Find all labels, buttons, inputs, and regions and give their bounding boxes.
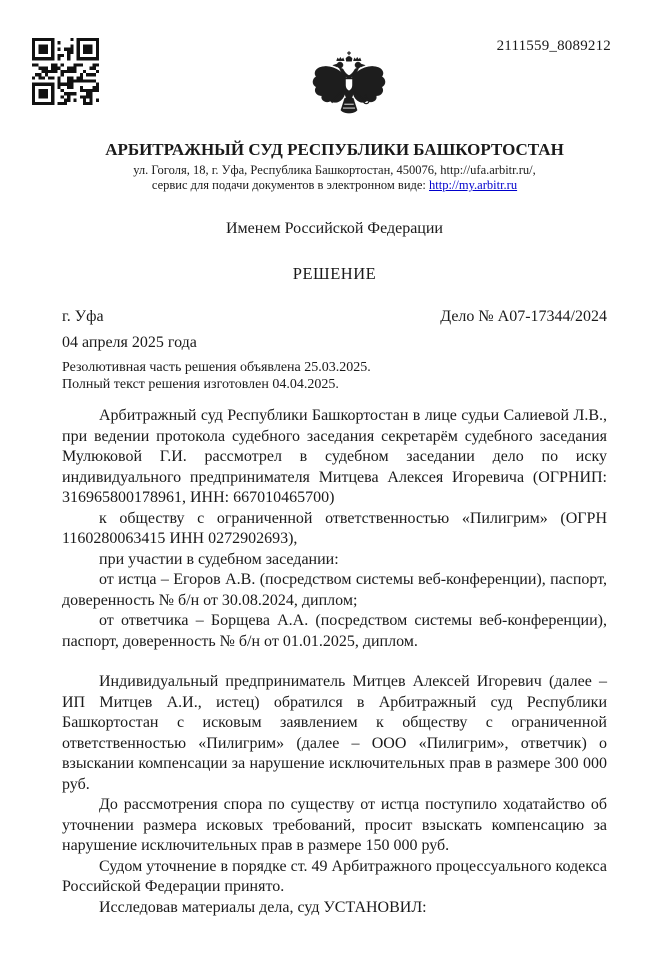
paragraph: от истца – Егоров А.В. (посредством системы веб-конференции), паспорт, доверенность № б/н от 30.08.2024, диплом;: [62, 571, 607, 609]
paragraph: от ответчика – Борщева А.А. (посредством системы веб-конференции), паспорт, доверенность № б/н от 01.01.2025, диплом.: [62, 612, 607, 650]
my-arbitr-link[interactable]: http://my.arbitr.ru: [429, 178, 518, 192]
resolution-dates-block: [62, 360, 607, 393]
in-the-name-line: Именем Российской Федерации: [226, 220, 443, 237]
address-line: ул. Гоголя, 18, г. Уфа, Республика Башкортостан, 450076, http://ufa.arbitr.ru/,: [133, 163, 536, 177]
decision-date: 04 апреля 2025 года: [62, 334, 197, 351]
shield-shape: [345, 79, 352, 91]
decision-body: [62, 406, 607, 918]
court-address: [62, 163, 607, 193]
case-row: [62, 308, 607, 326]
court-name-heading: АРБИТРАЖНЫЙ СУД РЕСПУБЛИКИ БАШКОРТОСТАН: [105, 140, 564, 159]
paragraph: Арбитражный суд Республики Башкортостан в лице судьи Салиевой Л.В., при ведении протокола судебного заседания секретарём судебного заседания Мулюковой Г.И. рассмотрел в судебном заседании дело по иску индивидуального предпринимателя Митцева Алексея Игоревича (ОГРНИП: 316965800178961, ИНН: 667010465700): [62, 407, 607, 506]
full-text-made-line: Полный текст решения изготовлен 04.04.2025.: [62, 376, 339, 392]
paragraph: До рассмотрения спора по существу от истца поступило ходатайство об уточнении размера исковых требований, просит взыскать компенсацию за нарушение исключительных прав в размере 150 000 руб.: [62, 796, 607, 854]
document-number: 2111559_8089212: [496, 38, 611, 54]
paragraph: при участии в судебном заседании:: [99, 550, 339, 568]
city-label: г. Уфа: [62, 308, 104, 325]
paragraph: Исследовав материалы дела, суд УСТАНОВИЛ:: [99, 898, 427, 916]
document-content: [0, 140, 669, 918]
coat-of-arms-icon: [306, 47, 392, 139]
decision-title: РЕШЕНИЕ: [292, 264, 377, 283]
qr-code: [32, 38, 99, 105]
service-line-prefix: сервис для подачи документов в электронном виде:: [151, 178, 430, 192]
resolution-announced-line: Резолютивная часть решения объявлена 25.03.2025.: [62, 360, 371, 375]
paragraph: Индивидуальный предприниматель Митцев Алексей Игоревич (далее – ИП Митцев А.И., истец) обратился в Арбитражный суд Республики Башкортостан с исковым заявлением к обществу с ограниченной ответственностью «Пилигрим» (далее – ООО «Пилигрим», ответчик) о взыскании компенсации за нарушение исключительных прав в размере 300 000 руб.: [62, 673, 607, 793]
case-number: Дело № А07-17344/2024: [440, 308, 607, 325]
paragraph: Судом уточнение в порядке ст. 49 Арбитражного процессуального кодекса Российской Федерации принято.: [62, 857, 608, 895]
paragraph: к обществу с ограниченной ответственностью «Пилигрим» (ОГРН 1160280063415 ИНН 0272902693),: [62, 509, 607, 547]
